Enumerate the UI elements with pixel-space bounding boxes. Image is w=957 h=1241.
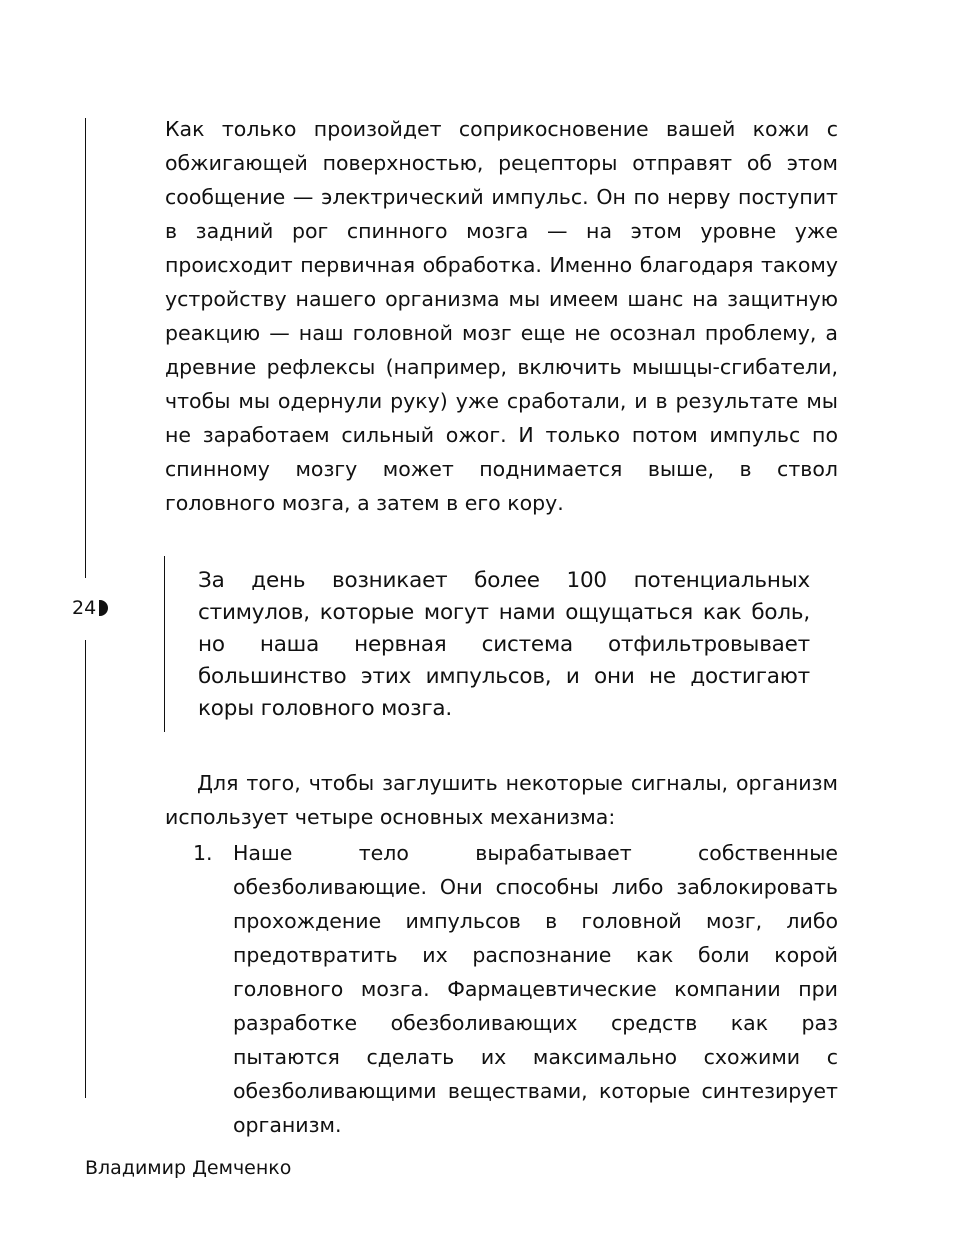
margin-rule-top	[85, 118, 86, 578]
mechanisms-list	[165, 836, 838, 1142]
half-circle-icon	[99, 600, 108, 616]
page-number: 24	[72, 597, 97, 619]
body-paragraph-1: Как только произойдет соприкосновение вашей кожи с обжигающей поверхностью, рецепторы отправят об этом сообщение — электрический импульс. Он по нерву поступит в задний рог спинного мозга — на этом уровне уже происходит первичная обработка. Именно благодаря такому устройству нашего организма мы имеем шанс на защитную реакцию — наш головной мозг еще не осознал проблему, а древние рефлексы (например, включить мышцы-сгибатели, чтобы мы одернули руку) уже сработали, и в результате мы не заработаем сильный ожог. И только потом импульс по спинному мозгу может поднимается выше, в ствол головного мозга, а затем в его кору.	[165, 117, 838, 515]
list-item	[165, 836, 838, 1142]
page-number-marker	[72, 596, 108, 620]
margin-rule-bottom	[85, 640, 86, 1098]
list-item-number: 1.	[193, 841, 213, 865]
list-item-text: Наше тело вырабатывает собственные обезболивающие. Они способны либо заблокировать прохождение импульсов в головной мозг, либо предотвратить их распознание как боли корой головного мозга. Фармацевтические компании при разработке обезболивающих средств как раз пытаются сделать их максимально схожими с обезболивающими веществами, которые синтезирует организм.	[233, 841, 838, 1137]
body-paragraph-2: Для того, чтобы заглушить некоторые сигналы, организм использует четыре основных механизма:	[165, 771, 838, 829]
author-footer: Владимир Демченко	[85, 1157, 292, 1179]
callout-rule	[164, 556, 165, 732]
callout-text: За день возникает более 100 потенциальных стимулов, которые могут нами ощущаться как боль, но наша нервная система отфильтровывает большинство этих импульсов, и они не достигают коры головного мозга.	[198, 568, 810, 721]
